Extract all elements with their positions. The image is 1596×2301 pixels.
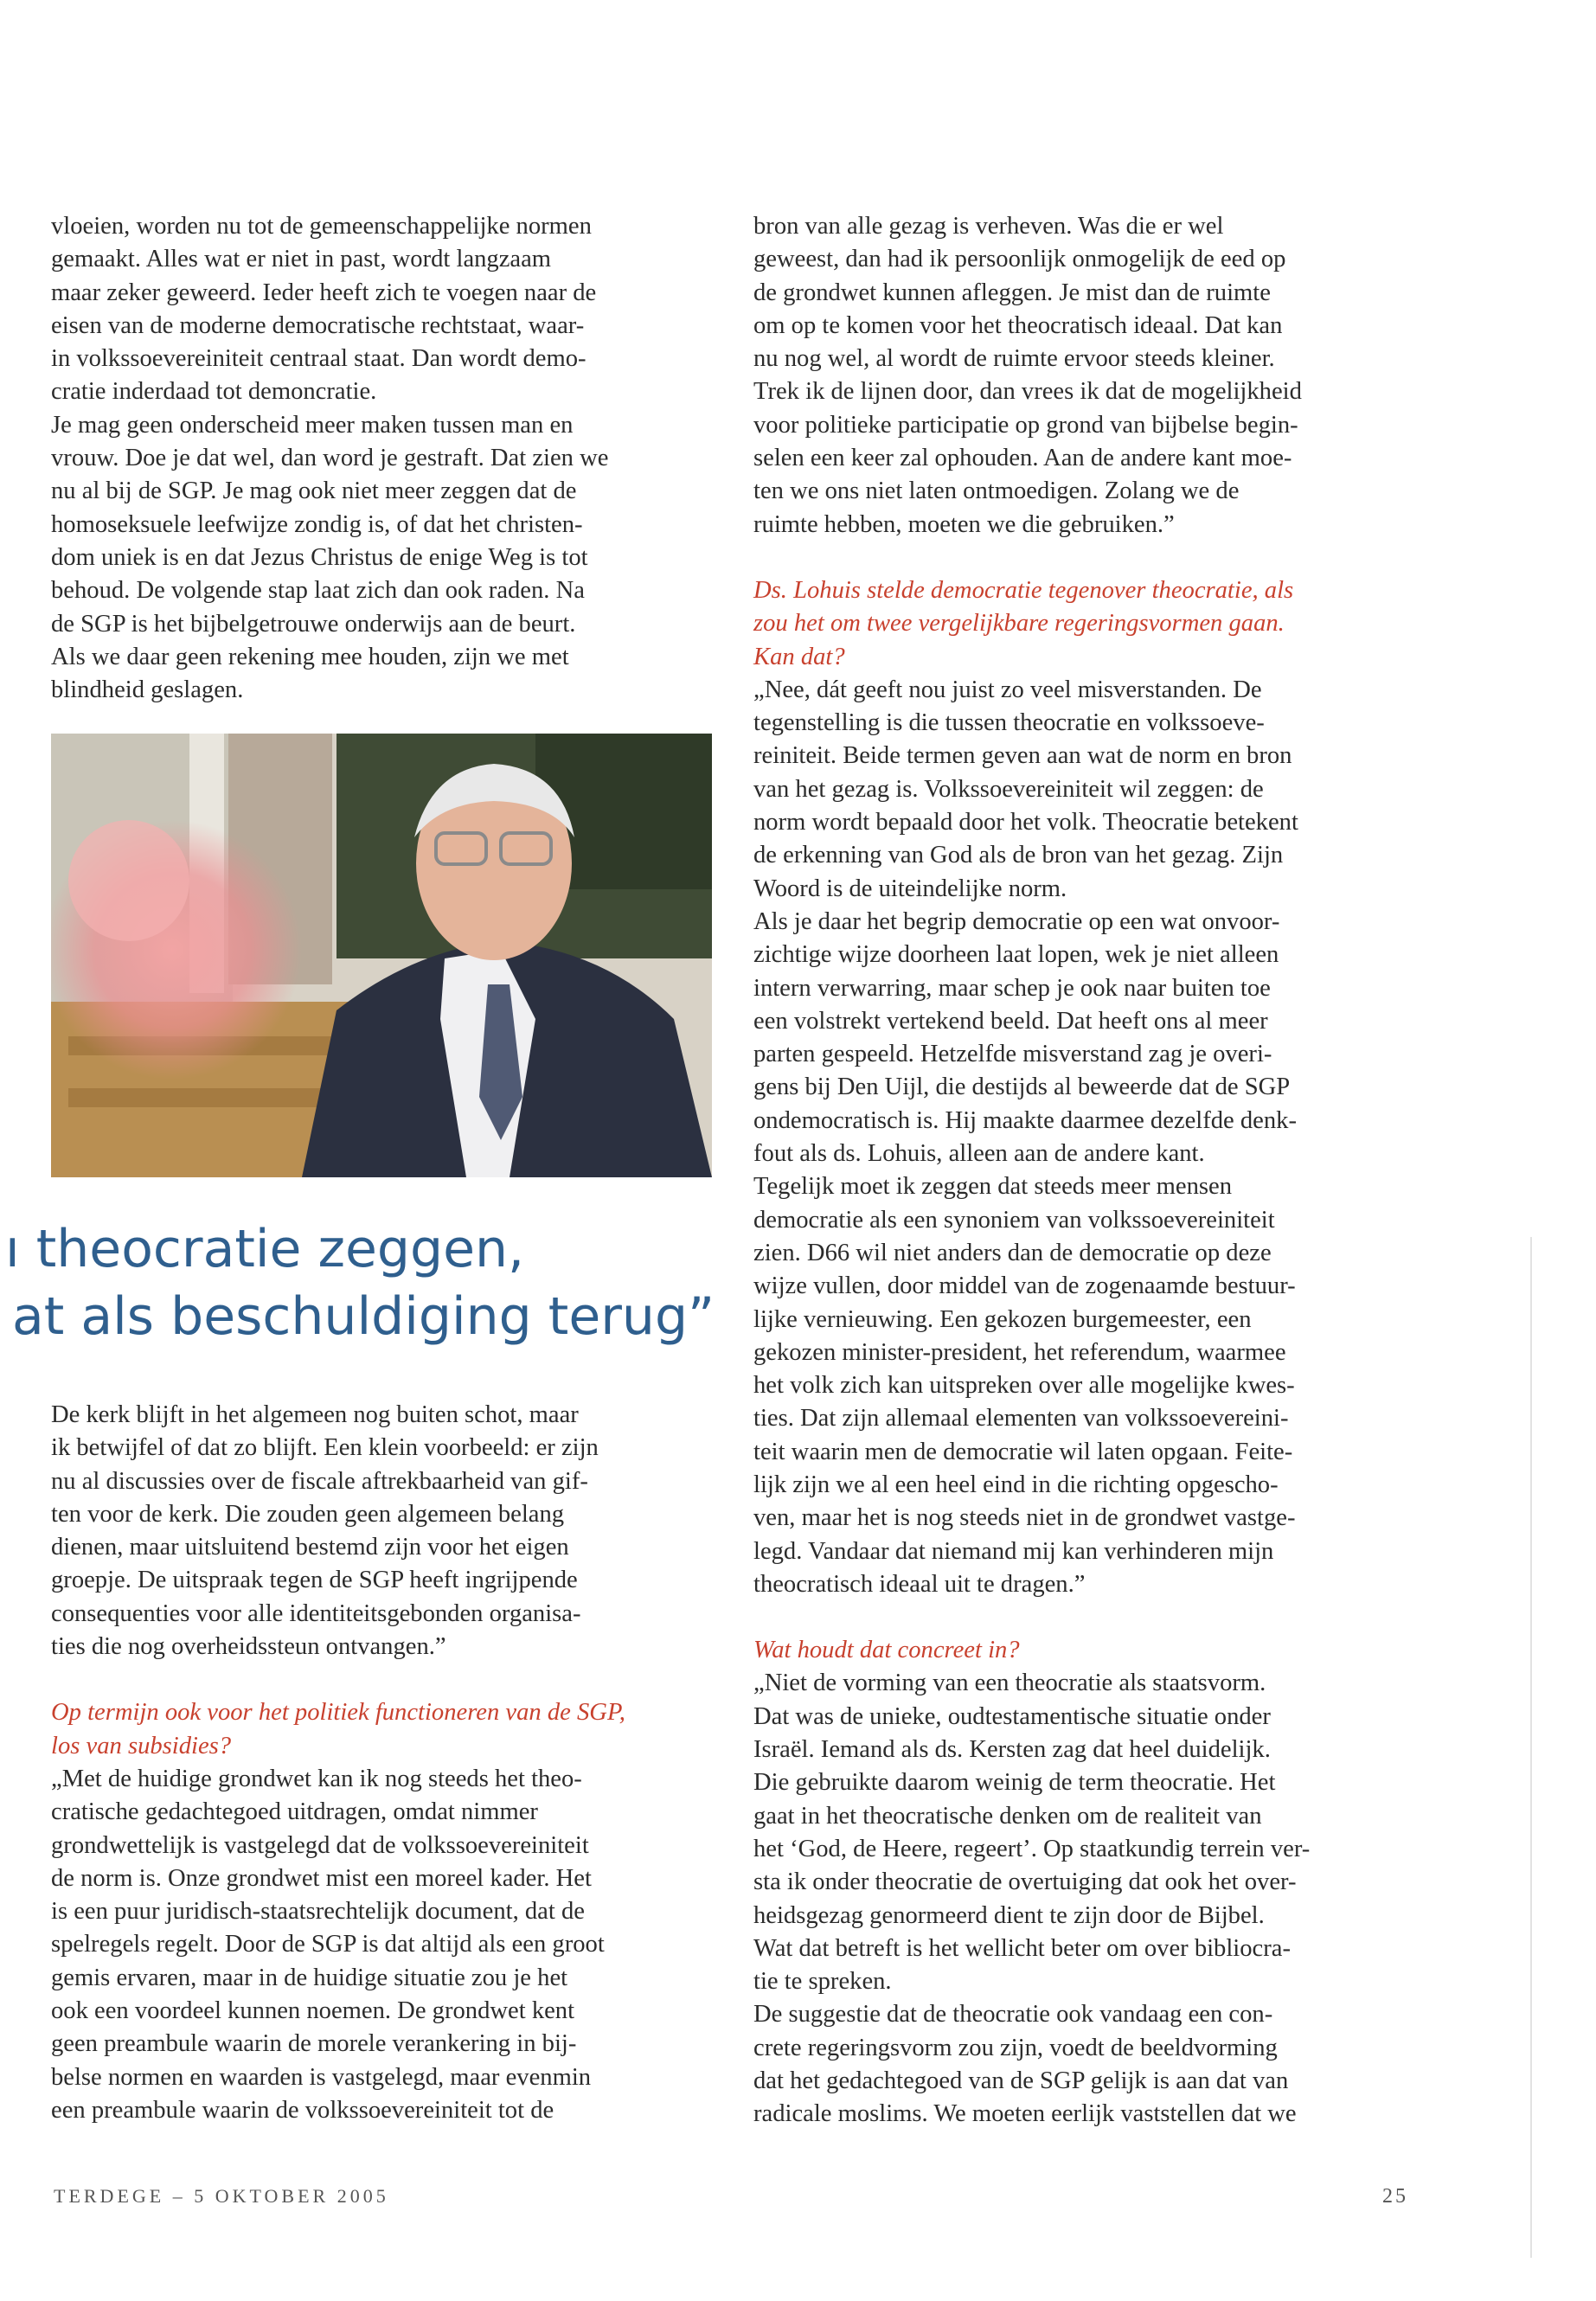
text-line: gekozen minister-president, het referendum, waarmee bbox=[753, 1338, 1286, 1366]
text-line: in volkssoevereiniteit centraal staat. Dan wordt demo- bbox=[51, 345, 586, 373]
text-line: vrouw. Doe je dat wel, dan word je gestraft. Dat zien we bbox=[51, 445, 609, 472]
text-line: homoseksuele leefwijze zondig is, of dat het christen- bbox=[51, 510, 583, 538]
text-line: tie te spreken. bbox=[753, 1968, 892, 1996]
pull-quote-line: at als beschuldiging terug” bbox=[12, 1286, 715, 1347]
text-line: de erkenning van God als de bron van het gezag. Zijn bbox=[753, 842, 1284, 869]
paragraph-right-b bbox=[753, 674, 1428, 1601]
text-line: Kan dat? bbox=[753, 643, 845, 670]
text-line: De suggestie dat de theocratie ook vandaag een con- bbox=[753, 2001, 1273, 2029]
text-line: vloeien, worden nu tot de gemeenschappelijke normen bbox=[51, 213, 592, 240]
text-line: De kerk blijft in het algemeen nog buiten schot, maar bbox=[51, 1401, 579, 1428]
text-line: voor politieke participatie op grond van bijbelse begin- bbox=[753, 411, 1298, 439]
text-line: lijk zijn we al een heel eind in die richting opgescho- bbox=[753, 1471, 1279, 1498]
text-line: bron van alle gezag is verheven. Was die er wel bbox=[753, 213, 1224, 240]
text-line: consequenties voor alle identiteitsgebonden organisa- bbox=[51, 1599, 581, 1627]
text-line: eisen van de moderne democratische rechtstaat, waar- bbox=[51, 311, 585, 339]
text-line: dienen, maar uitsluitend bestemd zijn voor het eigen bbox=[51, 1534, 569, 1561]
pull-quote-line: ı theocratie zeggen, bbox=[5, 1219, 525, 1279]
text-line: los van subsidies? bbox=[51, 1732, 232, 1759]
text-line: nu al discussies over de fiscale aftrekbaarheid van gif- bbox=[51, 1467, 588, 1495]
text-line: reiniteit. Beide termen geven aan wat de norm en bron bbox=[753, 742, 1292, 770]
paragraph-church bbox=[51, 1399, 712, 1663]
text-line: ruimte hebben, moeten we die gebruiken.” bbox=[753, 510, 1175, 538]
text-line: lijke vernieuwing. Een gekozen burgemeester, een bbox=[753, 1305, 1252, 1333]
text-line: Wat houdt dat concreet in? bbox=[753, 1637, 1020, 1664]
text-line: intern verwarring, maar schep je ook naar buiten toe bbox=[753, 974, 1271, 1002]
footer-magazine-date: TERDEGE – 5 OKTOBER 2005 bbox=[54, 2185, 389, 2207]
text-line: de SGP is het bijbelgetrouwe onderwijs aan de beurt. bbox=[51, 610, 576, 638]
text-line: Israël. Iemand als ds. Kersten zag dat heel duidelijk. bbox=[753, 1736, 1271, 1764]
text-line: blindheid geslagen. bbox=[51, 676, 244, 704]
text-line: is een puur juridisch-staatsrechtelijk document, dat de bbox=[51, 1898, 585, 1926]
text-line: „Niet de vorming van een theocratie als staatsvorm. bbox=[753, 1670, 1266, 1697]
interview-question bbox=[753, 1634, 1428, 1667]
text-line: „Nee, dát geeft nou juist zo veel misverstanden. De bbox=[753, 676, 1262, 703]
left-column-top bbox=[51, 210, 712, 707]
text-line: groepje. De uitspraak tegen de SGP heeft ingrijpende bbox=[51, 1567, 578, 1594]
text-line: ties. Dat zijn allemaal elementen van volkssoevereini- bbox=[753, 1405, 1289, 1433]
text-line: de grondwet kunnen afleggen. Je mist dan de ruimte bbox=[753, 279, 1271, 306]
text-line: gemis ervaren, maar in de huidige situatie zou je het bbox=[51, 1964, 568, 1991]
text-line: Dat was de unieke, oudtestamentische situatie onder bbox=[753, 1702, 1271, 1730]
text-line: nu nog wel, al wordt de ruimte ervoor steeds kleiner. bbox=[753, 345, 1275, 373]
text-line: heidsgezag genormeerd dient te zijn door de Bijbel. bbox=[753, 1901, 1265, 1929]
text-line: parten gespeeld. Hetzelfde misverstand zag je overi- bbox=[753, 1041, 1272, 1068]
text-line: het ‘God, de Heere, regeert’. Op staatkundig terrein ver- bbox=[753, 1835, 1311, 1862]
text-line: ties die nog overheidssteun ontvangen.” bbox=[51, 1633, 446, 1661]
text-line: crete regeringsvorm zou zijn, voedt de beeldvorming bbox=[753, 2034, 1278, 2061]
text-line: legd. Vandaar dat niemand mij kan verhinderen mijn bbox=[753, 1537, 1274, 1565]
paragraph-left-top bbox=[51, 210, 712, 707]
text-line: zichtige wijze doorheen laat lopen, wek je niet alleen bbox=[753, 941, 1279, 969]
text-line: geen preambule waarin de morele verankering in bij- bbox=[51, 2030, 577, 2058]
text-line: Ds. Lohuis stelde democratie tegenover theocratie, als bbox=[753, 576, 1294, 604]
left-column-bottom bbox=[51, 1399, 712, 2127]
text-line: belse normen en waarden is vastgelegd, maar evenmin bbox=[51, 2063, 592, 2091]
text-line: grondwettelijk is vastgelegd dat de volkssoevereiniteit bbox=[51, 1831, 589, 1859]
text-line: spelregels regelt. Door de SGP is dat altijd als een groot bbox=[51, 1931, 605, 1958]
text-line: dom uniek is en dat Jezus Christus de enige Weg is tot bbox=[51, 543, 588, 571]
interview-question bbox=[753, 574, 1428, 674]
paragraph-right-a bbox=[753, 210, 1428, 542]
text-line: om op te komen voor het theocratisch ideaal. Dat kan bbox=[753, 311, 1283, 339]
text-line: nu al bij de SGP. Je mag ook niet meer zeggen dat de bbox=[51, 478, 577, 505]
text-line: Trek ik de lijnen door, dan vrees ik dat de mogelijkheid bbox=[753, 378, 1302, 406]
text-line: theocratisch ideaal uit te dragen.” bbox=[753, 1570, 1086, 1598]
right-column bbox=[753, 210, 1428, 2131]
text-line: van het gezag is. Volkssoevereiniteit wil zeggen: de bbox=[753, 775, 1264, 803]
text-line: tegenstelling is die tussen theocratie en volkssoeve- bbox=[753, 709, 1265, 737]
text-line: gaat in het theocratische denken om de realiteit van bbox=[753, 1802, 1262, 1830]
text-line: ten we ons niet laten ontmoedigen. Zolang we de bbox=[753, 478, 1240, 505]
paragraph-right-c bbox=[753, 1667, 1428, 2131]
text-line: Als je daar het begrip democratie op een wat onvoor- bbox=[753, 907, 1280, 935]
page-edge-rule bbox=[1530, 1237, 1532, 2258]
text-line: ik betwijfel of dat zo blijft. Een klein voorbeeld: er zijn bbox=[51, 1434, 599, 1462]
text-line: selen een keer zal ophouden. Aan de andere kant moe- bbox=[753, 445, 1292, 472]
text-line: democratie als een synoniem van volkssoevereiniteit bbox=[753, 1206, 1275, 1234]
text-line: zou het om twee vergelijkbare regeringsvormen gaan. bbox=[753, 610, 1285, 638]
text-line: teit waarin men de democratie wil laten opgaan. Feite- bbox=[753, 1438, 1293, 1465]
text-line: Op termijn ook voor het politiek functioneren van de SGP, bbox=[51, 1699, 625, 1727]
portrait-photo bbox=[51, 734, 712, 1177]
text-line: Die gebruikte daarom weinig de term theocratie. Het bbox=[753, 1769, 1276, 1797]
text-line: behoud. De volgende stap laat zich dan ook raden. Na bbox=[51, 577, 585, 605]
text-line: een preambule waarin de volkssoevereiniteit tot de bbox=[51, 2096, 554, 2124]
text-line: het volk zich kan uitspreken over alle mogelijke kwes- bbox=[753, 1372, 1295, 1400]
footer-page-number: 25 bbox=[1382, 2185, 1408, 2208]
text-line: maar zeker geweerd. Ieder heeft zich te voegen naar de bbox=[51, 279, 597, 306]
text-line: de norm is. Onze grondwet mist een moreel kader. Het bbox=[51, 1864, 592, 1892]
text-line: fout als ds. Lohuis, alleen aan de andere kant. bbox=[753, 1140, 1205, 1168]
text-line: Als we daar geen rekening mee houden, zijn we met bbox=[51, 643, 569, 670]
text-line: gemaakt. Alles wat er niet in past, wordt langzaam bbox=[51, 246, 552, 273]
text-line: ook een voordeel kunnen noemen. De grondwet kent bbox=[51, 1997, 575, 2025]
text-line: dat het gedachtegoed van de SGP gelijk is aan dat van bbox=[753, 2067, 1289, 2095]
text-line: Tegelijk moet ik zeggen dat steeds meer mensen bbox=[753, 1173, 1232, 1201]
pull-quote bbox=[0, 1215, 715, 1350]
text-line: zien. D66 wil niet anders dan de democratie op deze bbox=[753, 1239, 1272, 1266]
text-line: gens bij Den Uijl, die destijds al beweerde dat de SGP bbox=[753, 1074, 1291, 1101]
text-line: ven, maar het is nog steeds niet in de grondwet vastge- bbox=[753, 1504, 1296, 1532]
interview-question bbox=[51, 1696, 712, 1763]
text-line: een volstrekt vertekend beeld. Dat heeft ons al meer bbox=[753, 1007, 1268, 1035]
text-line: norm wordt bepaald door het volk. Theocratie betekent bbox=[753, 809, 1298, 836]
text-line: radicale moslims. We moeten eerlijk vaststellen dat we bbox=[753, 2100, 1297, 2128]
text-line: sta ik onder theocratie de overtuiging dat ook het over- bbox=[753, 1868, 1297, 1896]
text-line: ondemocratisch is. Hij maakte daarmee dezelfde denk- bbox=[753, 1106, 1297, 1134]
text-line: cratie inderdaad tot demoncratie. bbox=[51, 378, 377, 406]
text-line: wijze vullen, door middel van de zogenaamde bestuur- bbox=[753, 1272, 1296, 1300]
text-line: Je mag geen onderscheid meer maken tussen man en bbox=[51, 411, 574, 439]
text-line: Woord is de uiteindelijke norm. bbox=[753, 875, 1067, 902]
text-line: „Met de huidige grondwet kan ik nog steeds het theo- bbox=[51, 1765, 582, 1792]
text-line: ten voor de kerk. Die zouden geen algemeen belang bbox=[51, 1500, 565, 1528]
text-line: cratische gedachtegoed uitdragen, omdat nimmer bbox=[51, 1798, 538, 1826]
text-line: geweest, dan had ik persoonlijk onmogelijk de eed op bbox=[753, 246, 1286, 273]
text-line: Wat dat betreft is het wellicht beter om over bibliocra- bbox=[753, 1934, 1291, 1962]
paragraph-grondwet bbox=[51, 1763, 712, 2127]
